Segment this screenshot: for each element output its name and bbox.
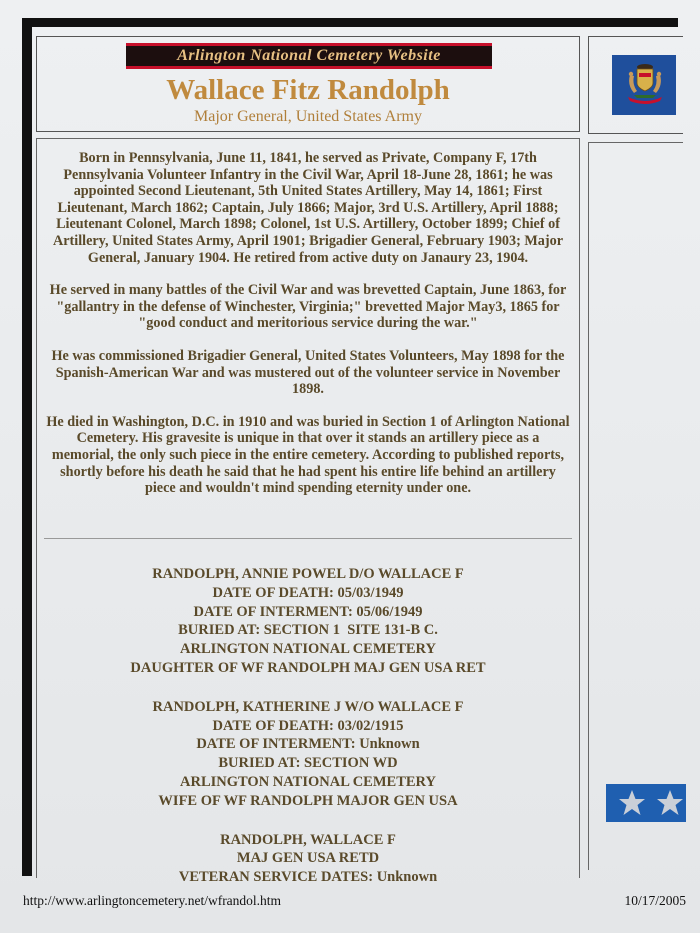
burial-records xyxy=(44,565,572,907)
record-line: RANDOLPH, ANNIE POWEL D/O WALLACE F xyxy=(152,566,464,582)
record-line: RANDOLPH, KATHERINE J W/O WALLACE F xyxy=(152,698,464,715)
record-line: RANDOLPH, WALLACE F xyxy=(220,831,396,848)
record-line: DATE OF DEATH: 03/02/1915 xyxy=(212,717,404,734)
footer-url[interactable]: http://www.arlingtoncemetery.net/wfrandol.htm xyxy=(23,893,282,908)
record-line: VETERAN SERVICE DATES: Unknown xyxy=(178,869,438,886)
left-rule xyxy=(22,18,32,876)
footer-date: 10/17/2005 xyxy=(624,893,686,908)
page-title: Wallace Fitz Randolph xyxy=(166,74,450,106)
two-star-general-flag-icon xyxy=(606,784,686,822)
burial-record xyxy=(44,831,572,887)
bio-paragraph: He served in many battles of the Civil War and was brevetted Captain, June 1863, for "gallantry in the defense of Winchester, Virginia;" brevetted Major May3, 1865 for "good conduct and meritorious service during the war." xyxy=(49,282,567,332)
site-banner[interactable]: Arlington National Cemetery Website xyxy=(126,43,492,69)
record-line: DATE OF INTERMENT: Unknown xyxy=(196,736,420,753)
record-line: WIFE OF WF RANDOLPH MAJOR GEN USA xyxy=(158,792,458,809)
burial-record xyxy=(44,698,572,811)
record-line: MAJ GEN USA RETD xyxy=(236,850,380,867)
bio-paragraph: He was commissioned Brigadier General, United States Volunteers, May 1898 for the Spanish-American War and was mustered out of the volunteer service in November 1898. xyxy=(51,347,565,398)
record-line: BURIED AT: SECTION WD xyxy=(218,755,398,772)
burial-record xyxy=(44,565,572,678)
side-frame xyxy=(588,142,683,870)
bio-paragraph: He died in Washington, D.C. in 1910 and was buried in Section 1 of Arlington National Cemetery. His gravesite is unique in that over it stands an artillery piece as a memorial, the only such piece in the entire cemetery. According to published reports, shortly before his death he said that he had spent his entire life behind an artillery piece and wouldn't mind spending eternity under one. xyxy=(46,413,570,497)
top-rule xyxy=(22,18,678,27)
record-line: ARLINGTON NATIONAL CEMETERY xyxy=(180,641,436,658)
section-divider xyxy=(44,538,572,539)
record-line: DATE OF INTERMENT: 05/06/1949 xyxy=(193,603,423,620)
page-subtitle: Major General, United States Army xyxy=(194,108,422,125)
biography xyxy=(44,150,572,513)
record-line: DAUGHTER OF WF RANDOLPH MAJ GEN USA RET xyxy=(130,659,486,676)
record-line: ARLINGTON NATIONAL CEMETERY xyxy=(180,773,436,790)
record-line: BURIED AT: SECTION 1 SITE 131-B C. xyxy=(178,622,438,639)
pennsylvania-flag-icon xyxy=(612,55,676,115)
record-line: DATE OF DEATH: 05/03/1949 xyxy=(212,584,404,601)
bio-paragraph: Born in Pennsylvania, June 11, 1841, he served as Private, Company F, 17th Pennsylvania Volunteer Infantry in the Civil War, April 18-June 28, 1861; he was appointed Second Lieutenant, 5th United States Artillery, May 14, 1861; First Lieutenant, March 1862; Captain, July 1866; Major, 3rd U.S. Artillery, April 1888; Lieutenant Colonel, March 1898; Colonel, 1st U.S. Artillery, October 1899; Chief of Artillery, United States Army, April 1901; Brigadier General, February 1903; Major General, January 1904. He retired from active duty on Janaury 23, 1904. xyxy=(52,150,563,266)
